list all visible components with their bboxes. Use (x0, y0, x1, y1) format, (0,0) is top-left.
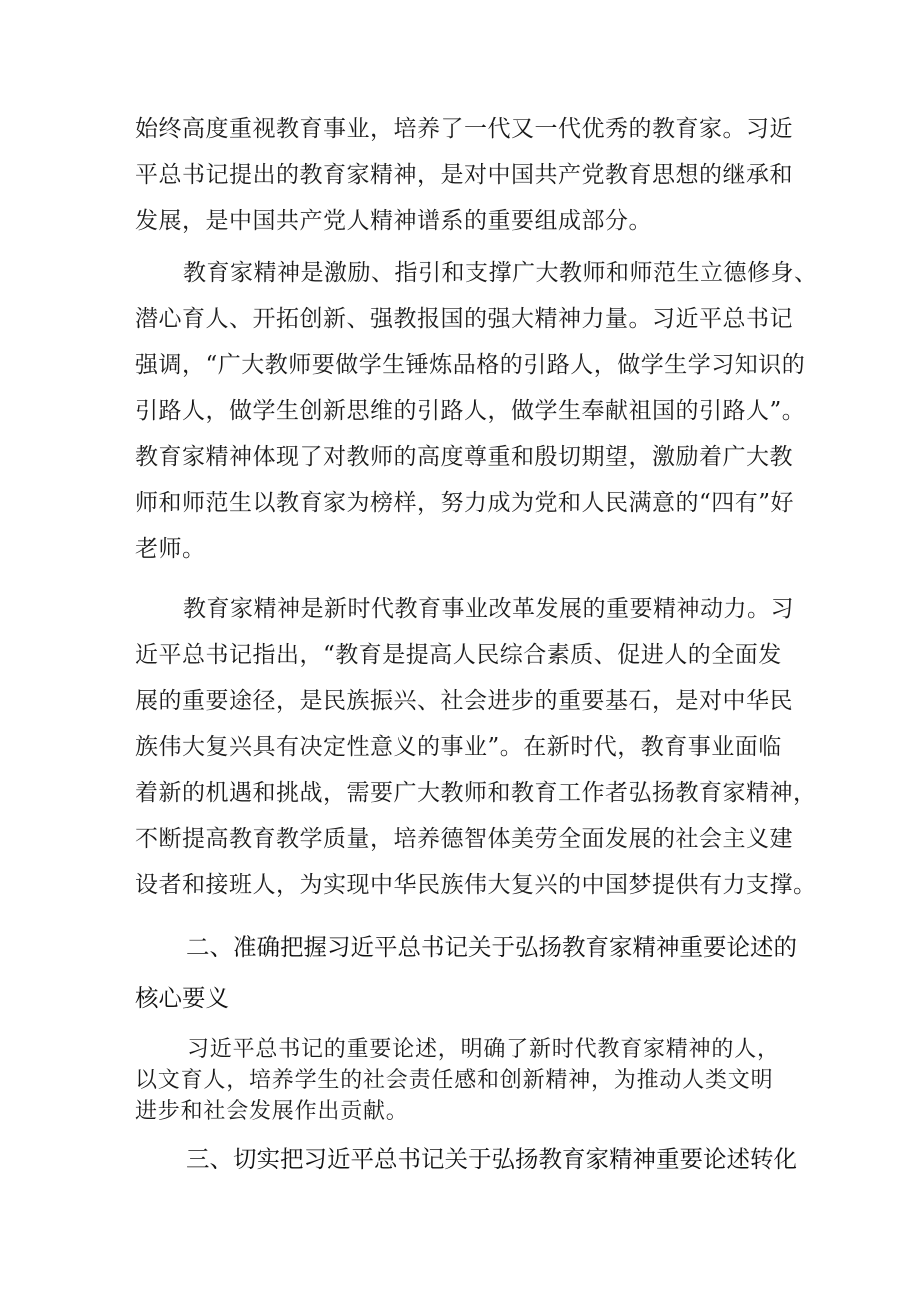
paragraph-line: 引路人，做学生创新思维的引路人，做学生奉献祖国的引路人”。 (135, 398, 806, 424)
paragraph-line: 不断提高教育教学质量，培养德智体美劳全面发展的社会主义建 (135, 826, 793, 852)
heading-line: 二、准确把握习近平总书记关于弘扬教育家精神重要论述的 (186, 933, 797, 961)
paragraph-line: 师和师范生以教育家为榜样，努力成为党和人民满意的“四有”好 (135, 490, 795, 516)
paragraph-line: 族伟大复兴具有决定性意义的事业”。在新时代，教育事业面临 (135, 734, 782, 760)
heading-line: 核心要义 (135, 984, 229, 1012)
paragraph-line: 设者和接班人，为实现中华民族伟大复兴的中国梦提供有力支撑。 (135, 872, 817, 898)
paragraph-line: 老师。 (135, 536, 206, 562)
paragraph-line: 近平总书记指出，“教育是提高人民综合素质、促进人的全面发 (135, 642, 782, 668)
paragraph-line: 始终高度重视教育事业，培养了一代又一代优秀的教育家。习近 (135, 116, 793, 142)
paragraph-line: 发展，是中国共产党人精神谱系的重要组成部分。 (135, 208, 652, 234)
paragraph-line: 教育家精神体现了对教师的高度尊重和殷切期望，激励着广大教 (135, 444, 793, 470)
paragraph-line: 展的重要途径，是民族振兴、社会进步的重要基石，是对中华民 (135, 688, 793, 714)
paragraph-line: 着新的机遇和挑战，需要广大教师和教育工作者弘扬教育家精神， (135, 780, 817, 806)
paragraph-line: 潜心育人、开拓创新、强教报国的强大精神力量。习近平总书记 (135, 306, 793, 332)
paragraph-line: 进步和社会发展作出贡献。 (135, 1099, 409, 1124)
heading-line: 三、切实把习近平总书记关于弘扬教育家精神重要论述转化 (186, 1145, 797, 1173)
paragraph-line: 平总书记提出的教育家精神，是对中国共产党教育思想的继承和 (135, 162, 793, 188)
paragraph-line: 教育家精神是激励、指引和支撑广大教师和师范生立德修身、 (183, 260, 818, 286)
paragraph-line: 以文育人，培养学生的社会责任感和创新精神，为推动人类文明 (135, 1068, 774, 1093)
paragraph-line: 习近平总书记的重要论述，明确了新时代教育家精神的人， (187, 1037, 780, 1062)
paragraph-line: 教育家精神是新时代教育事业改革发展的重要精神动力。习 (183, 596, 794, 622)
paragraph-line: 强调，“广大教师要做学生锤炼品格的引路人，做学生学习知识的 (135, 352, 806, 378)
